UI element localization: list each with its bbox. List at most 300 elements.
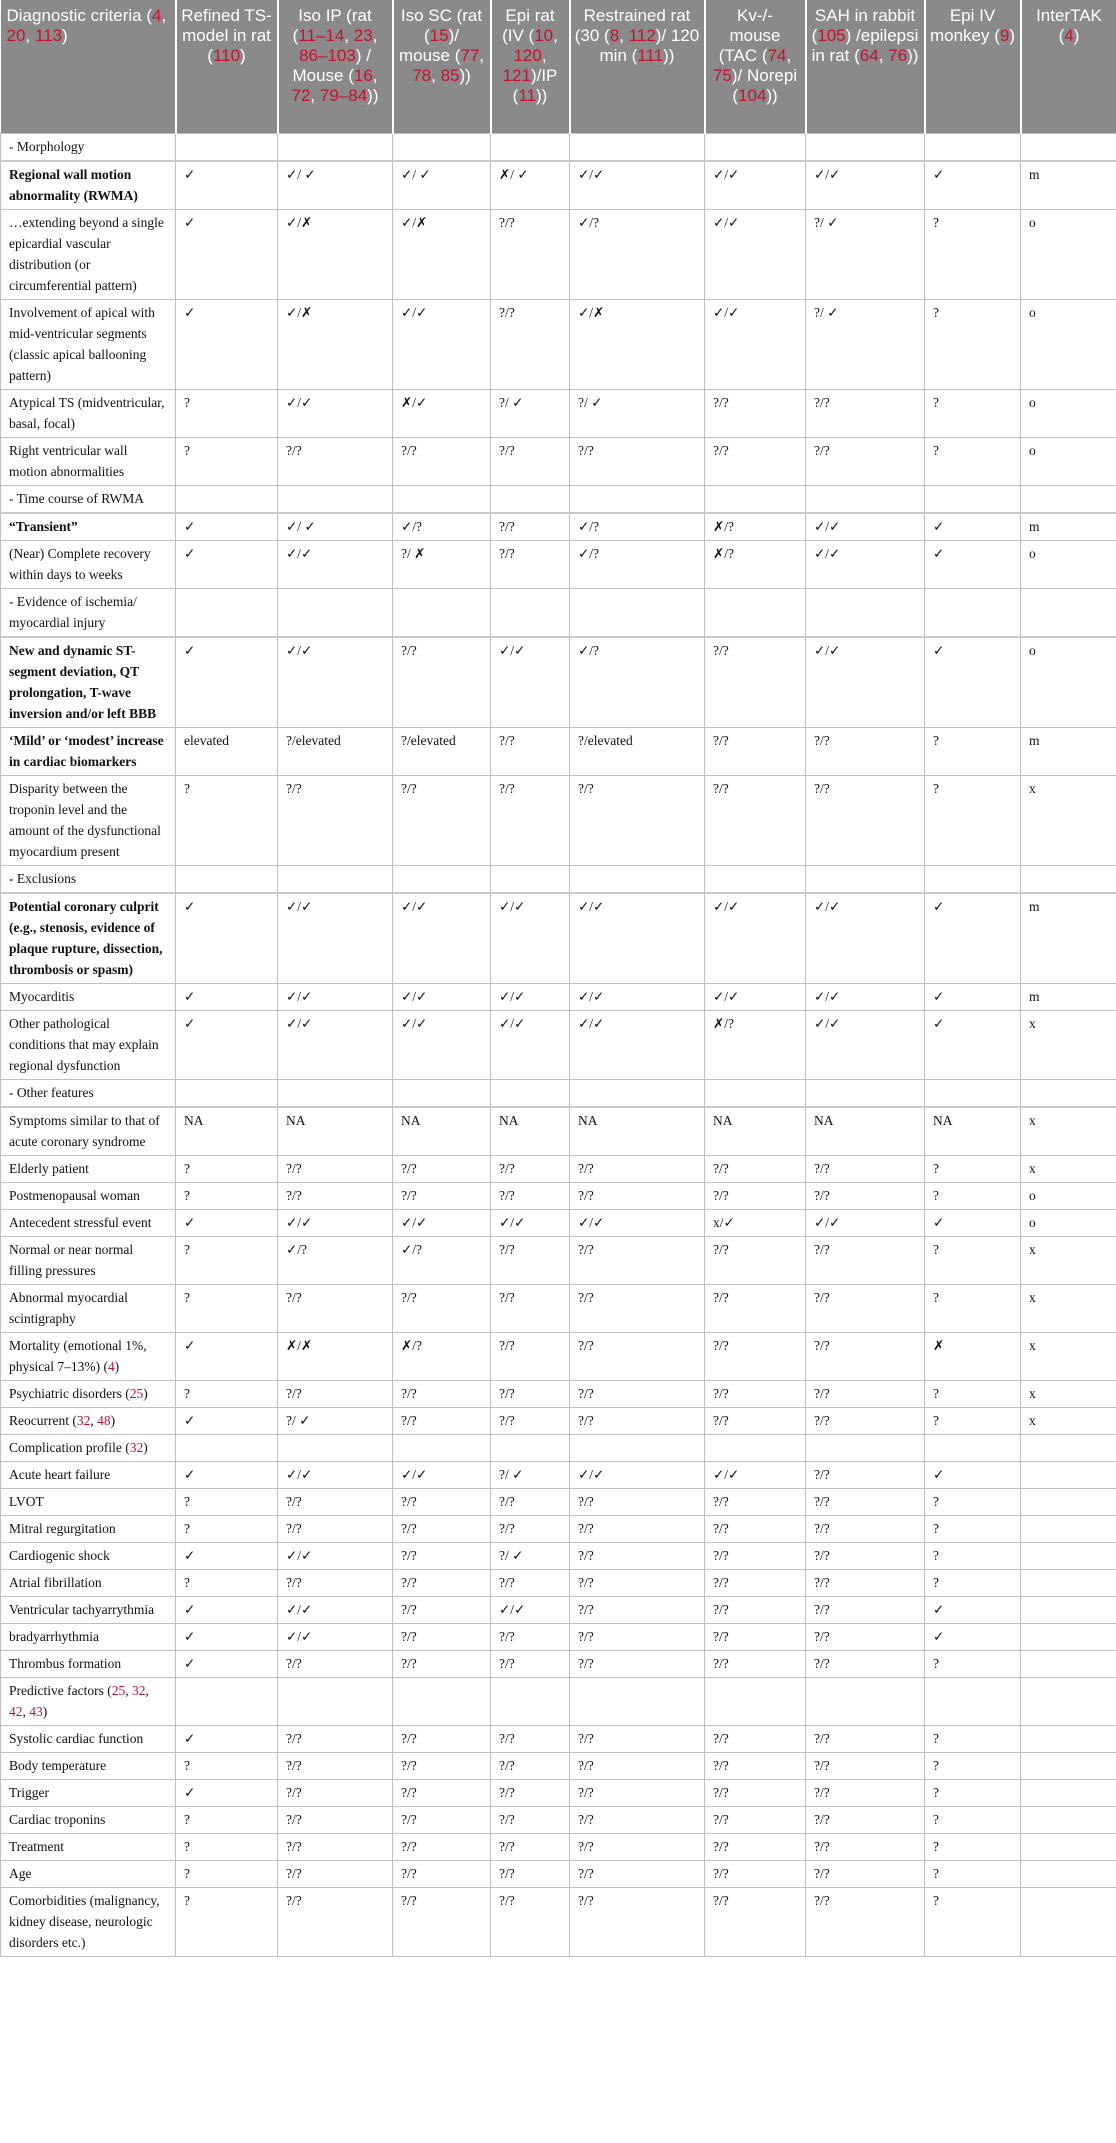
value-cell	[393, 133, 491, 161]
value-cell: ✓/✓	[278, 1542, 393, 1569]
value-cell	[570, 1434, 705, 1461]
value-cell: ?	[176, 1380, 278, 1407]
table-row	[1, 1623, 1116, 1650]
header-ref-link[interactable]: 72	[291, 86, 311, 105]
column-header-5: Restrained rat (30 (8, 112)/ 120 min (111))	[570, 0, 705, 133]
value-cell: ?	[176, 1284, 278, 1332]
table-row	[1, 1887, 1116, 1956]
value-cell: ✓/✓	[393, 1010, 491, 1079]
value-cell: ✓	[176, 209, 278, 299]
header-ref-link[interactable]: 23	[353, 26, 373, 45]
value-cell: ?/ ✓	[491, 389, 570, 437]
header-ref-link[interactable]: 77	[460, 46, 480, 65]
table-row	[1, 1542, 1116, 1569]
value-cell: ?/?	[393, 1515, 491, 1542]
value-cell	[491, 485, 570, 513]
value-cell: ?	[925, 1650, 1021, 1677]
value-cell: x	[1021, 1407, 1116, 1434]
column-header-1: Refined TS-model in rat (110)	[176, 0, 278, 133]
criterion-ref-link[interactable]: 32	[131, 1682, 146, 1698]
value-cell: ✓	[176, 1542, 278, 1569]
header-ref-link[interactable]: 110	[212, 46, 241, 65]
value-cell: ?/?	[393, 1596, 491, 1623]
value-cell: ✓/✓	[393, 893, 491, 984]
value-cell: ?/?	[570, 1752, 705, 1779]
value-cell: ✓/✗	[570, 299, 705, 389]
value-cell: ?/?	[491, 540, 570, 588]
header-ref-link[interactable]: 11	[518, 86, 536, 105]
criterion-cell: Complication profile (32)	[1, 1434, 176, 1461]
value-cell	[393, 1434, 491, 1461]
criterion-cell: Atypical TS (midventricular, basal, focal)	[1, 389, 176, 437]
table-row	[1, 1434, 1116, 1461]
value-cell: ?/?	[570, 1569, 705, 1596]
value-cell: ?/?	[393, 1623, 491, 1650]
table-row	[1, 389, 1116, 437]
header-ref-link[interactable]: 120	[513, 46, 542, 65]
value-cell: ✓	[176, 161, 278, 210]
header-ref-link[interactable]: 104	[737, 86, 767, 105]
value-cell: ✓	[176, 983, 278, 1010]
header-ref-link[interactable]: 111	[637, 46, 664, 65]
value-cell: ✓	[925, 1010, 1021, 1079]
value-cell: ?/?	[278, 1806, 393, 1833]
criterion-cell: “Transient”	[1, 513, 176, 541]
table-row	[1, 513, 1116, 541]
criterion-cell: - Morphology	[1, 133, 176, 161]
header-ref-link[interactable]: 10	[534, 26, 554, 45]
criterion-cell: Elderly patient	[1, 1155, 176, 1182]
value-cell: ?/?	[705, 389, 806, 437]
criterion-cell: Mortality (emotional 1%, physical 7–13%) (4)	[1, 1332, 176, 1380]
table-row	[1, 1569, 1116, 1596]
criterion-ref-link[interactable]: 25	[129, 1385, 144, 1401]
value-cell: ✓	[176, 1332, 278, 1380]
value-cell: o	[1021, 1209, 1116, 1236]
value-cell: ?/?	[570, 1155, 705, 1182]
value-cell: ?	[176, 1182, 278, 1209]
header-ref-link[interactable]: 64	[859, 46, 879, 65]
value-cell: ?/?	[278, 1725, 393, 1752]
value-cell: ✓/✓	[491, 637, 570, 728]
criterion-cell: bradyarrhythmia	[1, 1623, 176, 1650]
value-cell: ?/?	[570, 1332, 705, 1380]
value-cell: ?/?	[278, 1515, 393, 1542]
value-cell: ?/?	[806, 1650, 925, 1677]
table-row	[1, 1155, 1116, 1182]
value-cell: ?/?	[491, 1236, 570, 1284]
value-cell: ?	[925, 1833, 1021, 1860]
value-cell: ✓/?	[278, 1236, 393, 1284]
value-cell: ?/?	[705, 1284, 806, 1332]
value-cell: ?/?	[806, 1515, 925, 1542]
value-cell: ?/?	[491, 299, 570, 389]
value-cell: x	[1021, 1107, 1116, 1156]
value-cell: ?	[176, 775, 278, 865]
value-cell: ✓/✓	[570, 1461, 705, 1488]
value-cell: ?/?	[393, 637, 491, 728]
value-cell	[570, 1677, 705, 1725]
value-cell	[705, 865, 806, 893]
value-cell: ✓/✓	[705, 209, 806, 299]
value-cell: ?/?	[278, 1569, 393, 1596]
column-header-4: Epi rat (IV (10, 120, 121)/IP (11))	[491, 0, 570, 133]
value-cell: x	[1021, 1332, 1116, 1380]
value-cell: ✓	[925, 983, 1021, 1010]
value-cell: ?/?	[570, 437, 705, 485]
value-cell: ✓/✓	[806, 637, 925, 728]
value-cell: ?	[925, 1887, 1021, 1956]
value-cell: x	[1021, 1284, 1116, 1332]
value-cell: ?	[925, 389, 1021, 437]
value-cell: ?/?	[393, 1887, 491, 1956]
value-cell	[1021, 1596, 1116, 1623]
value-cell: ✓	[176, 513, 278, 541]
criterion-cell: Acute heart failure	[1, 1461, 176, 1488]
value-cell: ?	[925, 1725, 1021, 1752]
criterion-ref-link[interactable]: 4	[107, 1358, 115, 1374]
criterion-cell: Postmenopausal woman	[1, 1182, 176, 1209]
value-cell: ✓/✓	[705, 983, 806, 1010]
value-cell	[705, 588, 806, 637]
value-cell: ?/?	[491, 1833, 570, 1860]
value-cell: ?/?	[705, 1650, 806, 1677]
value-cell	[278, 1434, 393, 1461]
value-cell: ✓/?	[570, 637, 705, 728]
header-ref-link[interactable]: 20	[6, 26, 26, 45]
value-cell: ✓/?	[393, 513, 491, 541]
value-cell: m	[1021, 893, 1116, 984]
value-cell: ✓/✓	[393, 1209, 491, 1236]
value-cell: ?/?	[278, 1752, 393, 1779]
value-cell: ?/?	[570, 1515, 705, 1542]
value-cell	[705, 1434, 806, 1461]
value-cell: ?/?	[570, 1284, 705, 1332]
value-cell	[1021, 485, 1116, 513]
table-row	[1, 1515, 1116, 1542]
table-header-row	[1, 0, 1116, 133]
value-cell: ✓	[176, 893, 278, 984]
value-cell: ?	[176, 1155, 278, 1182]
value-cell: ?/ ✓	[570, 389, 705, 437]
value-cell: ?	[176, 1236, 278, 1284]
value-cell: ✓	[925, 1209, 1021, 1236]
value-cell: ?/?	[705, 1779, 806, 1806]
value-cell: ?/?	[570, 1488, 705, 1515]
value-cell	[806, 588, 925, 637]
value-cell: ✓/✓	[570, 893, 705, 984]
value-cell: ?/?	[393, 1860, 491, 1887]
value-cell: ?/?	[393, 437, 491, 485]
value-cell: ?/?	[806, 1887, 925, 1956]
criterion-cell: Cardiac troponins	[1, 1806, 176, 1833]
table-row	[1, 1380, 1116, 1407]
value-cell: ?	[925, 1182, 1021, 1209]
value-cell: ✓/✓	[278, 983, 393, 1010]
value-cell: ?/?	[393, 1752, 491, 1779]
header-ref-link[interactable]: 9	[999, 26, 1010, 45]
value-cell: x	[1021, 775, 1116, 865]
value-cell: ?/?	[491, 1569, 570, 1596]
value-cell: ✓/✓	[278, 1623, 393, 1650]
table-row	[1, 437, 1116, 485]
value-cell: ?/?	[393, 1182, 491, 1209]
value-cell: ?/?	[393, 1380, 491, 1407]
header-ref-link[interactable]: 16	[353, 66, 373, 85]
value-cell: ✓/✓	[278, 1461, 393, 1488]
column-header-9: InterTAK (4)	[1021, 0, 1116, 133]
value-cell: ?/?	[278, 1155, 393, 1182]
value-cell: ✓/✗	[278, 299, 393, 389]
value-cell: ?/?	[278, 1779, 393, 1806]
header-ref-link[interactable]: 76	[888, 46, 908, 65]
table-row	[1, 1806, 1116, 1833]
value-cell: ?/ ✓	[278, 1407, 393, 1434]
value-cell: ✓/?	[393, 1236, 491, 1284]
value-cell: x	[1021, 1010, 1116, 1079]
value-cell: ✓/✓	[570, 983, 705, 1010]
criterion-ref-link[interactable]: 48	[97, 1412, 111, 1428]
value-cell: ✓	[925, 1596, 1021, 1623]
value-cell: ?	[925, 1515, 1021, 1542]
table-body	[1, 133, 1116, 1956]
criterion-cell: New and dynamic ST-segment deviation, QT prolongation, T-wave inversion and/or left BBB	[1, 637, 176, 728]
value-cell: ?/?	[806, 775, 925, 865]
value-cell	[491, 865, 570, 893]
value-cell: o	[1021, 299, 1116, 389]
value-cell: ?/?	[806, 1284, 925, 1332]
value-cell	[705, 1079, 806, 1107]
criterion-cell: Psychiatric disorders (25)	[1, 1380, 176, 1407]
value-cell: ?/?	[806, 1332, 925, 1380]
value-cell: ?	[925, 775, 1021, 865]
value-cell: ?/?	[491, 1650, 570, 1677]
value-cell	[705, 1677, 806, 1725]
value-cell: ?/?	[705, 1155, 806, 1182]
criterion-ref-link[interactable]: 32	[129, 1439, 144, 1455]
value-cell: elevated	[176, 727, 278, 775]
value-cell	[705, 133, 806, 161]
value-cell: ✓	[925, 540, 1021, 588]
value-cell	[925, 1677, 1021, 1725]
criterion-ref-link[interactable]: 43	[29, 1703, 43, 1719]
header-ref-link[interactable]: 15	[429, 26, 449, 45]
value-cell: ?/?	[278, 1380, 393, 1407]
value-cell: ?/?	[705, 1860, 806, 1887]
table-row	[1, 1488, 1116, 1515]
value-cell: ✓	[176, 540, 278, 588]
value-cell: ?/?	[491, 1332, 570, 1380]
value-cell: ✓/✓	[806, 893, 925, 984]
value-cell: ✗/ ✓	[491, 161, 570, 210]
criterion-cell: Comorbidities (malignancy, kidney disease, neurologic disorders etc.)	[1, 1887, 176, 1956]
table-row	[1, 1236, 1116, 1284]
header-ref-link[interactable]: 8	[609, 26, 620, 45]
value-cell: ?	[925, 437, 1021, 485]
header-ref-link[interactable]: 78	[412, 66, 432, 85]
value-cell: ?/?	[570, 775, 705, 865]
value-cell: ?/?	[393, 1569, 491, 1596]
column-header-7: SAH in rabbit (105) /epilepsi in rat (64, 76))	[806, 0, 925, 133]
header-ref-link[interactable]: 4	[1064, 26, 1074, 45]
value-cell: ✓/✓	[491, 1209, 570, 1236]
value-cell: ?/?	[278, 1182, 393, 1209]
criterion-cell: Reocurrent (32, 48)	[1, 1407, 176, 1434]
criterion-cell: …extending beyond a single epicardial vascular distribution (or circumferential pattern)	[1, 209, 176, 299]
value-cell: ?/ ✓	[491, 1461, 570, 1488]
value-cell	[1021, 588, 1116, 637]
value-cell: ?	[925, 209, 1021, 299]
value-cell	[278, 865, 393, 893]
table-row	[1, 1725, 1116, 1752]
header-ref-link[interactable]: 113	[34, 26, 62, 45]
value-cell: ✓/✓	[278, 893, 393, 984]
value-cell: ?/?	[570, 1596, 705, 1623]
value-cell: ?/?	[570, 1407, 705, 1434]
value-cell: ✓/✓	[491, 893, 570, 984]
criterion-cell: LVOT	[1, 1488, 176, 1515]
criterion-cell: Thrombus formation	[1, 1650, 176, 1677]
value-cell: ?/?	[570, 1182, 705, 1209]
value-cell: ?/?	[705, 1752, 806, 1779]
value-cell	[393, 485, 491, 513]
value-cell: ✓/✗	[278, 209, 393, 299]
value-cell: ?	[176, 1860, 278, 1887]
table-row	[1, 983, 1116, 1010]
value-cell: o	[1021, 1182, 1116, 1209]
value-cell: ?/?	[570, 1380, 705, 1407]
criterion-ref-link[interactable]: 25	[111, 1682, 126, 1698]
criterion-cell: Body temperature	[1, 1752, 176, 1779]
value-cell: ?/?	[705, 1887, 806, 1956]
header-ref-link[interactable]: 105	[817, 26, 846, 45]
value-cell: ✓	[176, 299, 278, 389]
header-ref-link[interactable]: 86–103	[299, 46, 356, 65]
value-cell: ✓/?	[570, 209, 705, 299]
value-cell: ?/?	[491, 1860, 570, 1887]
header-ref-link[interactable]: 79–84	[319, 86, 368, 105]
value-cell	[278, 1677, 393, 1725]
criterion-cell: - Other features	[1, 1079, 176, 1107]
value-cell: NA	[570, 1107, 705, 1156]
value-cell	[393, 588, 491, 637]
value-cell: ✓	[176, 1725, 278, 1752]
value-cell: ✗/?	[705, 1010, 806, 1079]
value-cell: ?/?	[278, 1284, 393, 1332]
value-cell: ?/?	[806, 1236, 925, 1284]
criterion-cell: Right ventricular wall motion abnormalities	[1, 437, 176, 485]
value-cell: ?	[925, 1380, 1021, 1407]
criterion-ref-link[interactable]: 32	[76, 1412, 91, 1428]
value-cell	[806, 865, 925, 893]
value-cell: ?/?	[491, 513, 570, 541]
value-cell: ?/?	[806, 1461, 925, 1488]
value-cell: ?/?	[278, 1833, 393, 1860]
criterion-cell: Symptoms similar to that of acute coronary syndrome	[1, 1107, 176, 1156]
column-header-6: Kv-/- mouse (TAC (74, 75)/ Norepi (104))	[705, 0, 806, 133]
value-cell	[1021, 1650, 1116, 1677]
table-row	[1, 1779, 1116, 1806]
header-ref-link[interactable]: 74	[767, 46, 787, 65]
value-cell: ?	[925, 1806, 1021, 1833]
value-cell: ✓/✓	[491, 1596, 570, 1623]
criterion-cell: Atrial fibrillation	[1, 1569, 176, 1596]
value-cell: ✓/ ✓	[393, 161, 491, 210]
value-cell: ✓/✓	[705, 1461, 806, 1488]
value-cell	[176, 485, 278, 513]
criterion-cell: - Exclusions	[1, 865, 176, 893]
value-cell: ✓/✗	[393, 209, 491, 299]
value-cell: ?	[925, 1155, 1021, 1182]
table-row	[1, 133, 1116, 161]
value-cell: ✓/✓	[278, 540, 393, 588]
table-row	[1, 1332, 1116, 1380]
value-cell: ?	[925, 1407, 1021, 1434]
value-cell: ✓	[176, 1407, 278, 1434]
value-cell	[176, 588, 278, 637]
value-cell: NA	[491, 1107, 570, 1156]
header-ref-link[interactable]: 85	[440, 66, 460, 85]
header-ref-link[interactable]: 75	[712, 66, 732, 85]
value-cell: ?/?	[806, 1623, 925, 1650]
value-cell: ?/?	[806, 1155, 925, 1182]
value-cell: x	[1021, 1236, 1116, 1284]
value-cell	[278, 485, 393, 513]
value-cell: ?	[176, 1806, 278, 1833]
value-cell: ?	[176, 437, 278, 485]
value-cell: m	[1021, 513, 1116, 541]
criterion-cell: Myocarditis	[1, 983, 176, 1010]
header-ref-link[interactable]: 112	[628, 26, 656, 45]
header-ref-link[interactable]: 4	[152, 6, 162, 25]
value-cell: x	[1021, 1155, 1116, 1182]
value-cell	[570, 588, 705, 637]
value-cell: ✓/✓	[806, 540, 925, 588]
value-cell: ?	[176, 1833, 278, 1860]
value-cell: ?	[176, 1569, 278, 1596]
value-cell	[570, 865, 705, 893]
table-row	[1, 1407, 1116, 1434]
table-row	[1, 1752, 1116, 1779]
value-cell: ?/?	[491, 1725, 570, 1752]
value-cell: o	[1021, 209, 1116, 299]
criterion-cell: Involvement of apical with mid-ventricular segments (classic apical ballooning pattern)	[1, 299, 176, 389]
criterion-ref-link[interactable]: 42	[9, 1703, 23, 1719]
value-cell: ?/?	[570, 1779, 705, 1806]
value-cell: ?/?	[570, 1860, 705, 1887]
value-cell	[176, 1079, 278, 1107]
header-ref-link[interactable]: 11–14	[298, 26, 345, 45]
column-header-0: Diagnostic criteria (4, 20, 113)	[1, 0, 176, 133]
value-cell: ✓/✓	[278, 1010, 393, 1079]
value-cell	[806, 1434, 925, 1461]
value-cell: ✓	[925, 513, 1021, 541]
header-ref-link[interactable]: 121	[502, 66, 531, 85]
value-cell: ?/?	[705, 1569, 806, 1596]
value-cell	[278, 133, 393, 161]
value-cell: ?/?	[705, 1833, 806, 1860]
value-cell	[570, 485, 705, 513]
value-cell: m	[1021, 983, 1116, 1010]
table-row	[1, 540, 1116, 588]
criterion-cell: Treatment	[1, 1833, 176, 1860]
value-cell: ?/?	[278, 1650, 393, 1677]
value-cell: ?/?	[806, 1569, 925, 1596]
value-cell	[176, 865, 278, 893]
criterion-cell: Age	[1, 1860, 176, 1887]
value-cell: ?/?	[806, 1860, 925, 1887]
value-cell: ?/?	[806, 1833, 925, 1860]
